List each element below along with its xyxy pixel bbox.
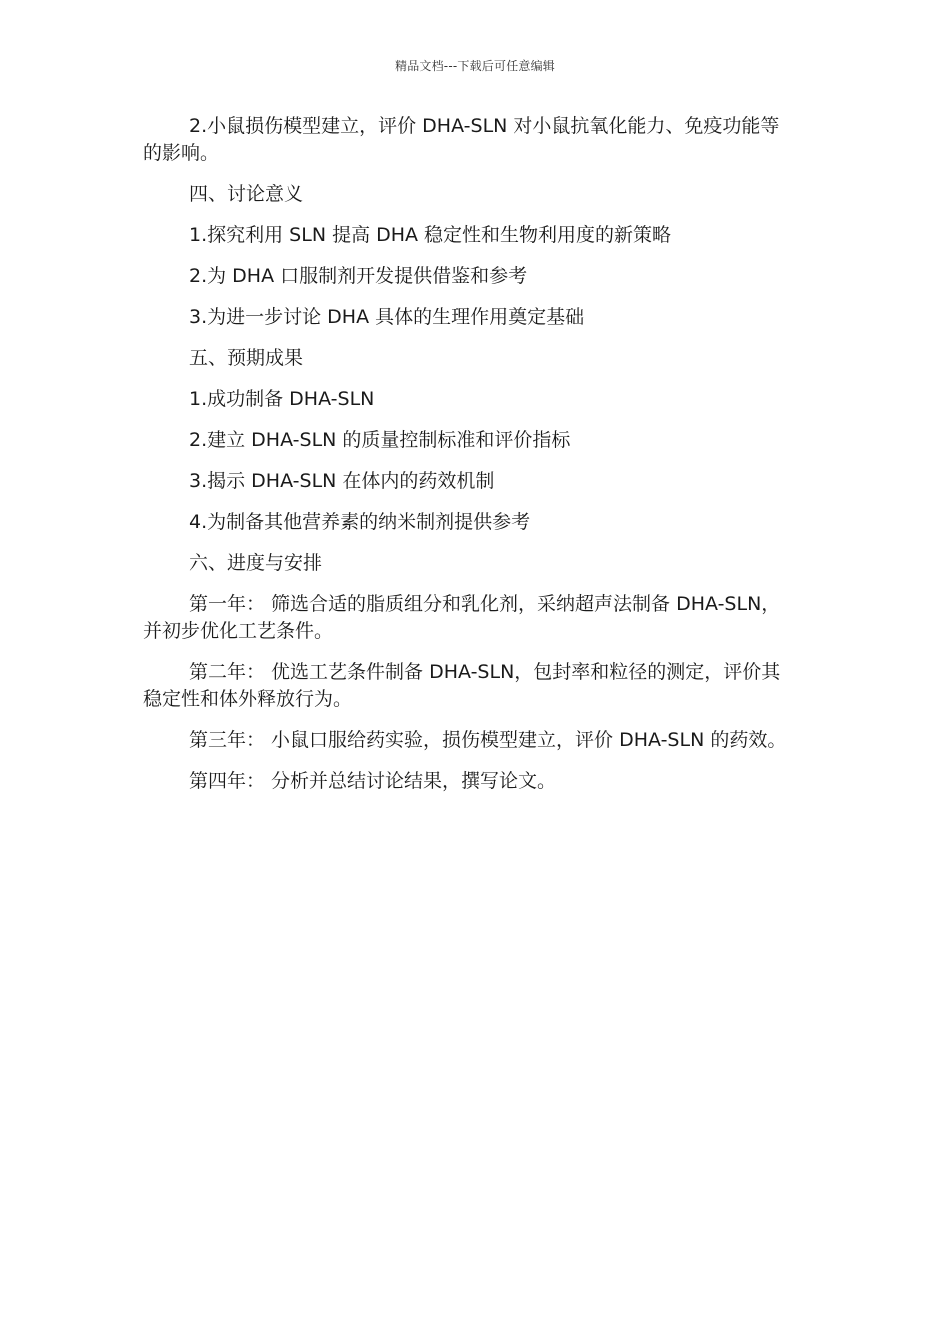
paragraph-result-2: 2.建立 DHA-SLN 的质量控制标准和评价指标 — [189, 429, 571, 451]
paragraph-year-2: 第二年： 优选工艺条件制备 DHA-SLN，包封率和粒径的测定，评价其稳定性和体外释放行为。 — [143, 661, 781, 710]
paragraph-significance-3: 3.为进一步讨论 DHA 具体的生理作用奠定基础 — [189, 306, 585, 328]
paragraph-significance-1: 1.探究利用 SLN 提高 DHA 稳定性和生物利用度的新策略 — [189, 224, 672, 246]
section-heading-schedule: 六、进度与安排 — [189, 552, 323, 574]
paragraph-year-4: 第四年： 分析并总结讨论结果，撰写论文。 — [189, 770, 557, 792]
page-header: 精品文档---下载后可任意编辑 — [395, 59, 555, 73]
paragraph-significance-2: 2.为 DHA 口服制剂开发提供借鉴和参考 — [189, 265, 528, 287]
document-body — [143, 113, 798, 809]
paragraph-result-4: 4.为制备其他营养素的纳米制剂提供参考 — [189, 511, 531, 533]
paragraph-result-1: 1.成功制备 DHA-SLN — [189, 388, 375, 410]
section-heading-significance: 四、讨论意义 — [189, 183, 304, 205]
paragraph-year-1: 第一年： 筛选合适的脂质组分和乳化剂，采纳超声法制备 DHA-SLN，并初步优化工艺条件。 — [143, 593, 781, 642]
paragraph-year-3: 第三年： 小鼠口服给药实验，损伤模型建立，评价 DHA-SLN 的药效。 — [189, 729, 787, 751]
paragraph-injury-model: 2.小鼠损伤模型建立，评价 DHA-SLN 对小鼠抗氧化能力、免疫功能等的影响。 — [143, 115, 780, 164]
paragraph-result-3: 3.揭示 DHA-SLN 在体内的药效机制 — [189, 470, 495, 492]
section-heading-expected-results: 五、预期成果 — [189, 347, 304, 369]
